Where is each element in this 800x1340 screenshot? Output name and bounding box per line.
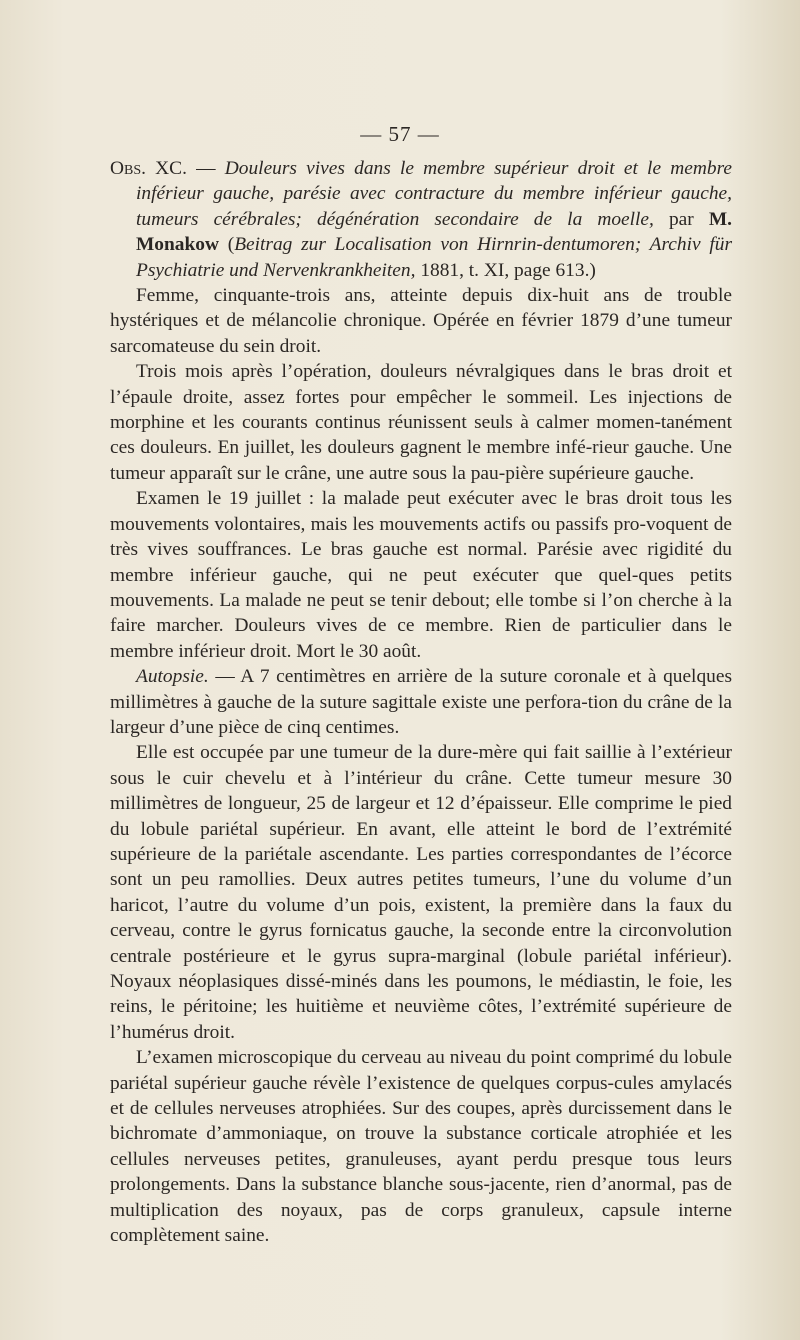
- ref-open: (: [218, 234, 235, 256]
- page-body: [110, 156, 732, 1248]
- observation-title: Douleurs vives dans le membre supérieur droit et le membre inférieur gauche, parésie avec contracture du membre inférieur gauche, tumeurs cérébrales; dégénération secondaire de la moelle,: [136, 158, 732, 230]
- autopsy-label: Autopsie.: [136, 666, 209, 688]
- observation-heading: [110, 156, 732, 283]
- paragraph-patient: Femme, cinquante-trois ans, atteinte depuis dix-huit ans de trouble hystériques et de mélancolie chronique. Opérée en février 1879 d’une tumeur sarcomateuse du sein droit.: [110, 285, 732, 357]
- reference-details: 1881, t. XI, page 613.): [415, 259, 596, 281]
- heading-dash: —: [186, 158, 225, 179]
- paragraph-tumor: Elle est occupée par une tumeur de la dure-mère qui fait saillie à l’extérieur sous le cuir chevelu et à l’intérieur du crâne. Cette tumeur mesure 30 millimètres de longueur, 25 de largeur et 12 d’épaisseur. Elle comprime le pied du lobule pariétal supérieur. En avant, elle atteint le bord de l’extrémité supérieure de la pariétale ascendante. Les parties correspondantes de l’écorce sont un peu ramollies. Deux autres petites tumeurs, l’une du volume d’un haricot, l’autre du volume d’un pois, existent, la première dans la faux du cerveau, contre le gyrus fornicatus gauche, la seconde entre la circonvolution centrale postérieure et le gyrus supra-marginal (lobule pariétal inférieur). Noyaux néoplasiques dissé-minés dans les poumons, le médiastin, le foie, les reins, le péritoine; les huitième et neuvième côtes, l’extrémité supérieure de l’humérus droit.: [110, 742, 732, 1043]
- paragraph-examination: Examen le 19 juillet : la malade peut exécuter avec le bras droit tous les mouvements volontaires, mais les mouvements actifs ou passifs pro-voquent de très vives souffrances. Le bras gauche est normal. Parésie avec rigidité du membre inférieur gauche, qui ne peut exécuter que quel-ques petits mouvements. La malade ne peut se tenir debout; elle tombe si l’on cherche à la faire marcher. Douleurs vives de ce membre. Rien de particulier dans le membre inférieur droit. Mort le 30 août.: [110, 488, 732, 662]
- paragraph-autopsy: [110, 664, 732, 740]
- paragraph-after-operation: Trois mois après l’opération, douleurs névralgiques dans le bras droit et l’épaule droite, assez fortes pour empêcher le sommeil. Les injections de morphine et les courants continus réunissent seuls à calmer momen-tanément ces douleurs. En juillet, les douleurs gagnent le membre infé-rieur gauche. Une tumeur apparaît sur le crâne, une autre sous la pau-pière supérieure gauche.: [110, 361, 732, 484]
- page-number: — 57 —: [360, 122, 440, 146]
- author-name: M. Monakow: [136, 208, 732, 256]
- reference-title: Beitrag zur Localisation von Hirnrin-dentumoren; Archiv für Psychiatrie und Nervenkrankheiten,: [136, 234, 732, 281]
- autopsy-text: — A 7 centimètres en arrière de la suture coronale et à quelques millimètres à gauche de la suture sagittale existe une perfora-tion du crâne de la largeur d’une pièce de cinq centimes.: [110, 666, 732, 738]
- paragraph-microscopy: L’examen microscopique du cerveau au niveau du point comprimé du lobule pariétal supérieur gauche révèle l’existence de quelques corpus-cules amylacés et de cellules nerveuses atrophiées. Sur des coupes, après durcissement dans le bichromate d’ammoniaque, on trouve la substance corticale atrophiée et les cellules nerveuses petites, granuleuses, ayant perdu presque tous leurs prolongements. Dans la substance blanche sous-jacente, rien d’anormal, pas de multiplication des noyaux, pas de corps granuleux, capsule interne complètement saine.: [110, 1047, 732, 1247]
- by-text: par: [653, 208, 709, 230]
- observation-label: Obs. XC.: [110, 158, 187, 179]
